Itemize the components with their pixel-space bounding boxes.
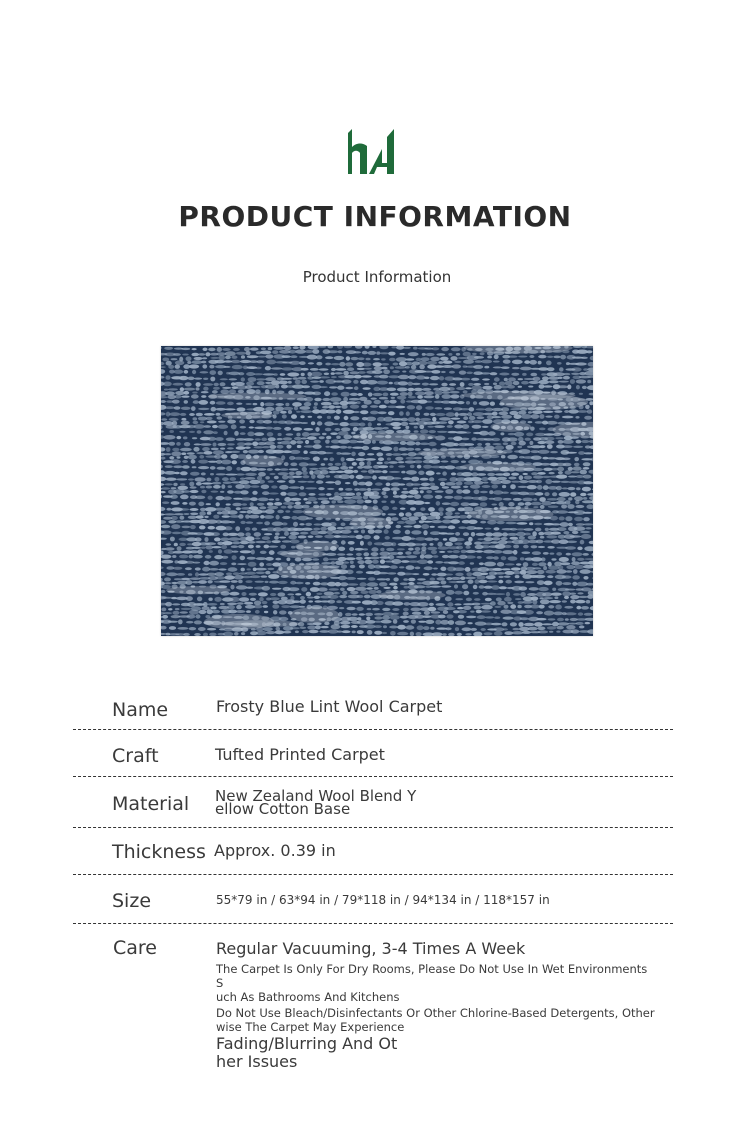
spec-label: Name bbox=[112, 699, 169, 721]
carpet-photo bbox=[161, 346, 593, 636]
page-title: PRODUCT INFORMATION bbox=[178, 200, 572, 233]
spec-value: Approx. 0.39 in bbox=[214, 841, 336, 860]
spec-row-craft bbox=[73, 730, 673, 777]
care-note: Do Not Use Bleach/Disinfectants Or Other Chlorine-Based Detergents, Other wise The Carpet May Experience bbox=[216, 1006, 655, 1034]
spec-value-line: New Zealand Wool Blend Y bbox=[215, 787, 417, 805]
spec-value: Tufted Printed Carpet bbox=[215, 745, 385, 764]
spec-row-name bbox=[73, 682, 673, 730]
care-label: Care bbox=[113, 937, 157, 959]
spec-value bbox=[215, 787, 417, 818]
brand-leaf-logo-icon bbox=[347, 129, 395, 175]
care-note: The Carpet Is Only For Dry Rooms, Please Do Not Use In Wet Environments S uch As Bathrooms And Kitchens bbox=[216, 962, 648, 1004]
spec-label: Material bbox=[112, 793, 190, 815]
spec-label: Craft bbox=[112, 745, 159, 767]
care-main: Regular Vacuuming, 3-4 Times A Week bbox=[216, 939, 526, 958]
spec-value-line: ellow Cotton Base bbox=[215, 800, 351, 818]
spec-row-size bbox=[73, 875, 673, 924]
spec-label: Size bbox=[112, 890, 152, 912]
spec-row-material bbox=[73, 777, 673, 828]
page-subtitle: Product Information bbox=[302, 268, 452, 286]
spec-label: Thickness bbox=[112, 841, 206, 863]
care-text bbox=[216, 939, 656, 1071]
spec-value: Frosty Blue Lint Wool Carpet bbox=[216, 697, 443, 716]
spec-value: 55*79 in / 63*94 in / 79*118 in / 94*134 in / 118*157 in bbox=[216, 893, 550, 907]
care-note: Fading/Blurring And Ot her Issues bbox=[216, 1034, 398, 1071]
spec-row-thickness bbox=[73, 828, 673, 875]
